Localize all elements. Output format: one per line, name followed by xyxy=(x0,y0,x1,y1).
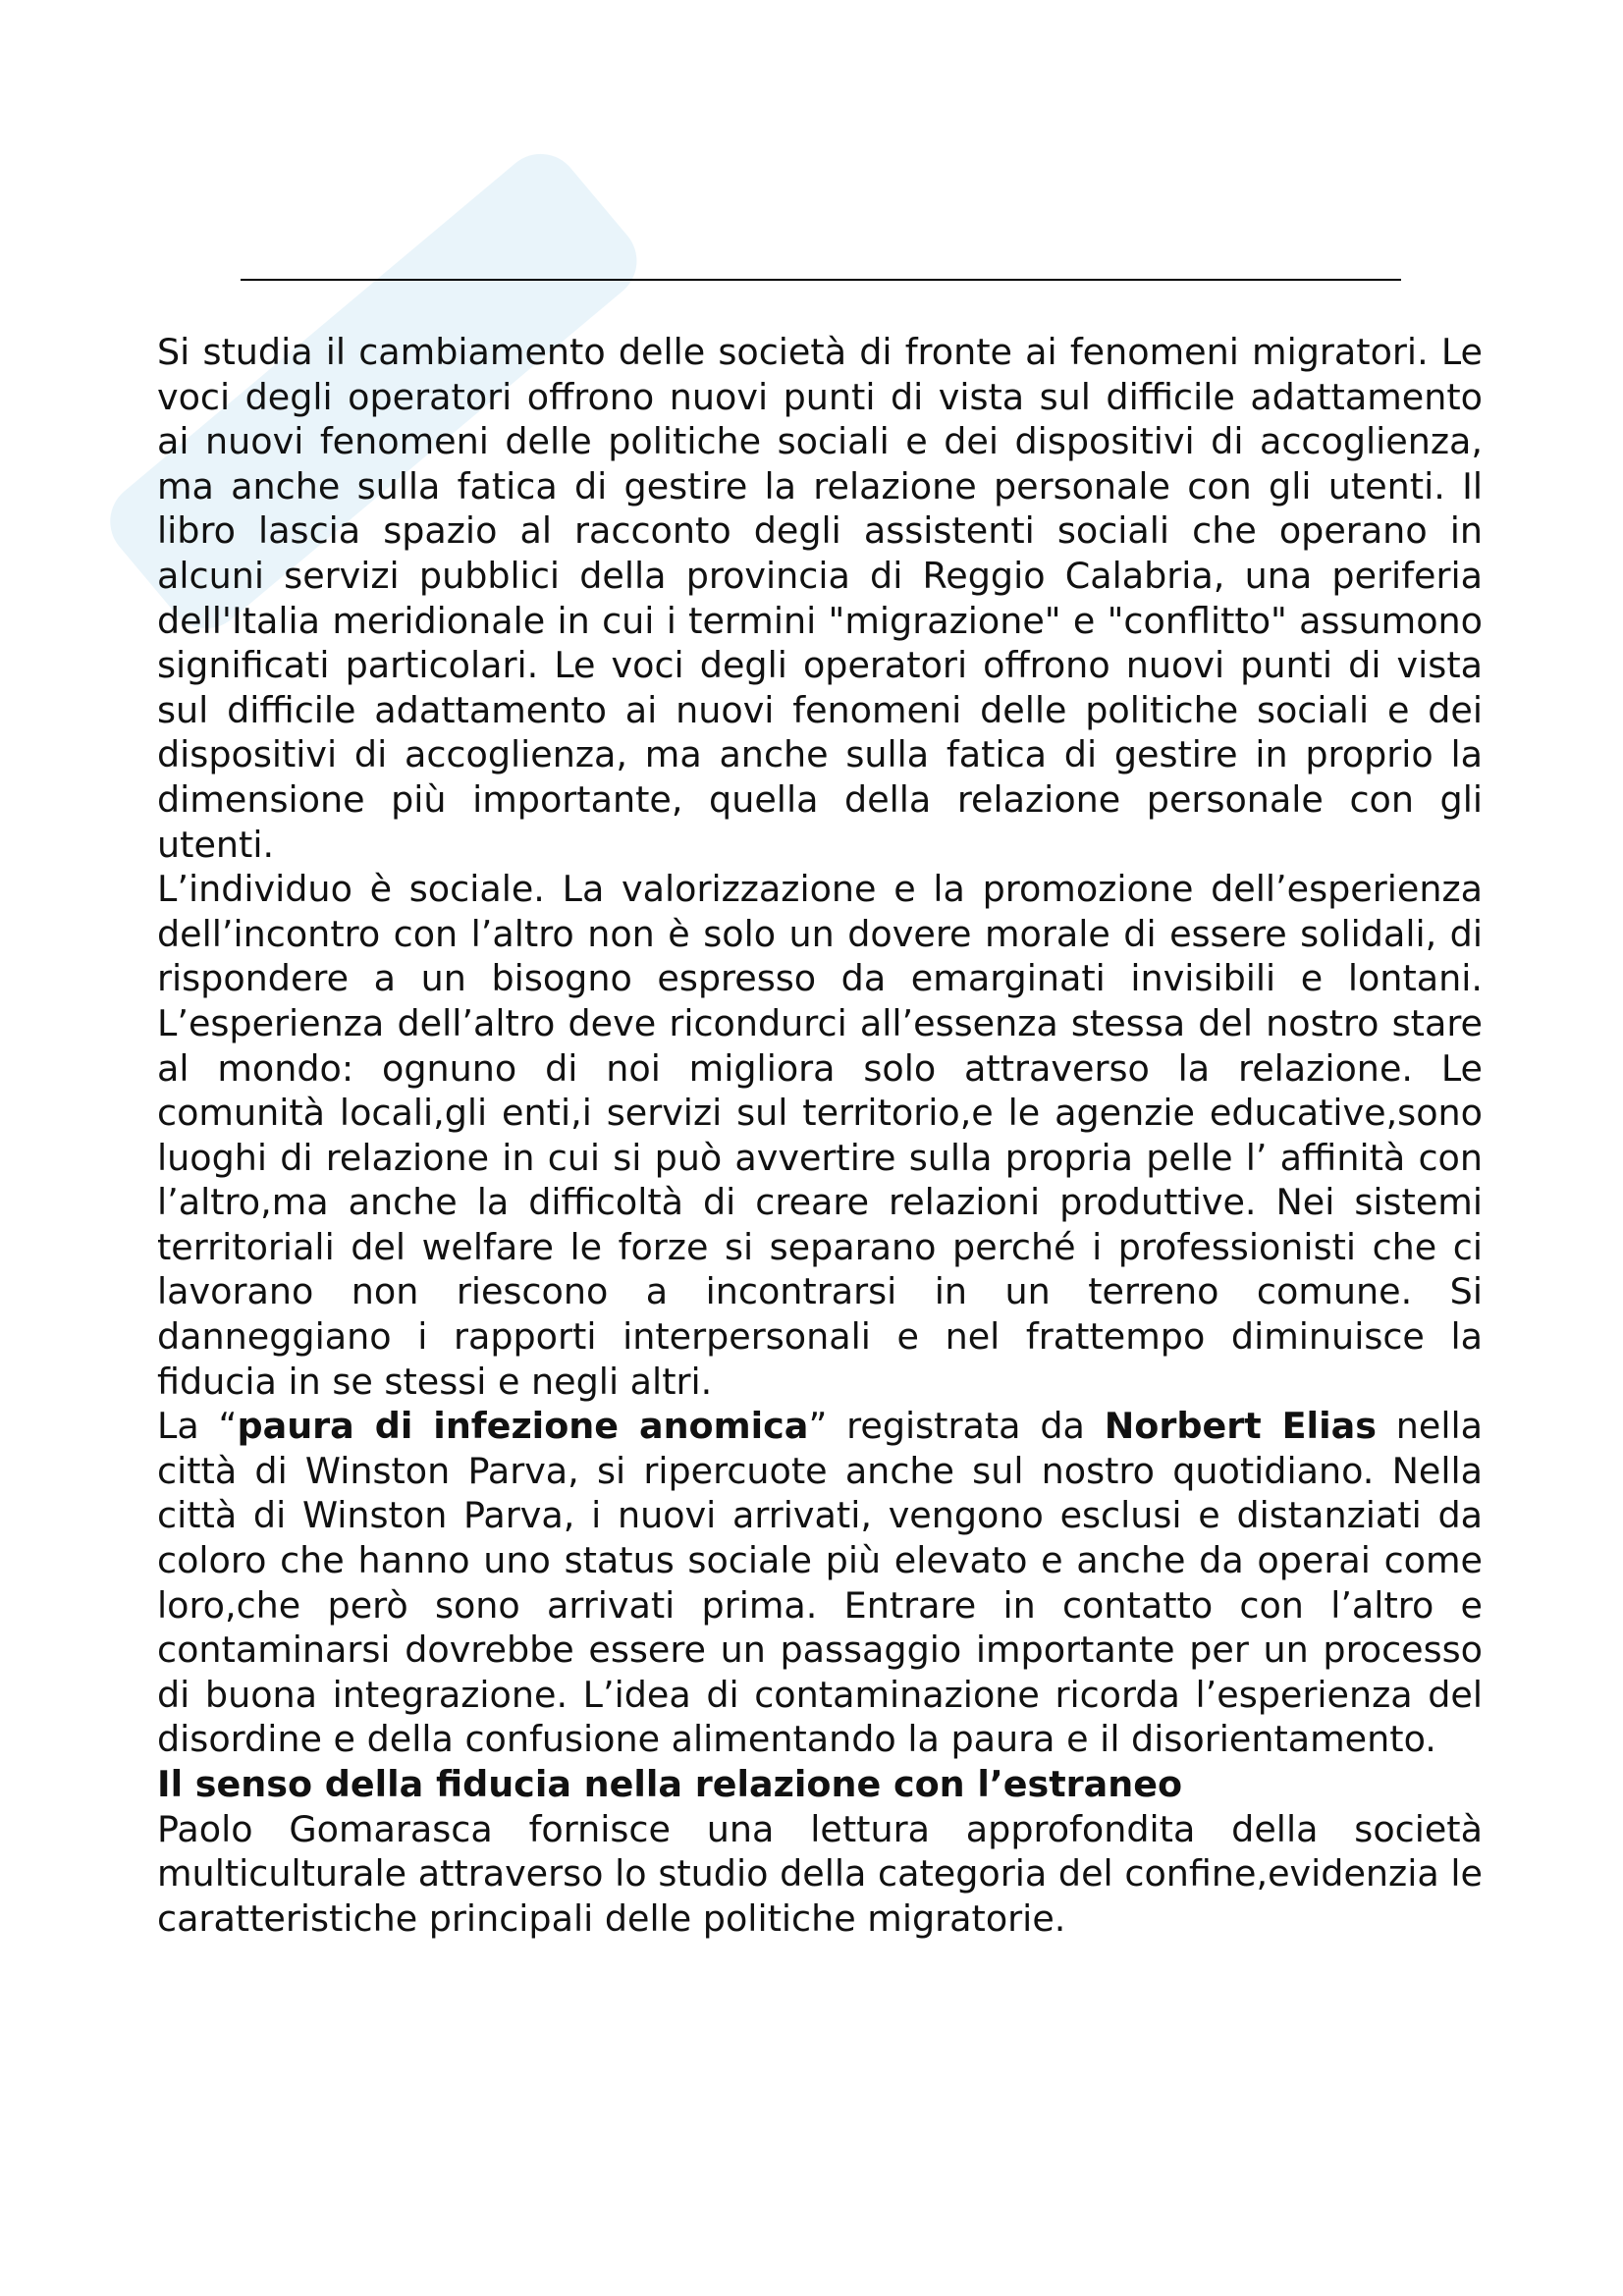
document-body xyxy=(157,330,1483,1941)
paragraph-anomic-fear-pre: La “ xyxy=(157,1405,238,1448)
paragraph-migration-study: Si studia il cambiamento delle società di fronte ai fenomeni migratori. Le voci degli operatori offrono nuovi punti di vista sul difficile adattamento ai nuovi fenomeni delle politiche sociali e dei dispositivi di accoglienza, ma anche sulla fatica di gestire la relazione personale con gli utenti. Il libro lascia spazio al racconto degli assistenti sociali che operano in alcuni servizi pubblici della provincia di Reggio Calabria, una periferia dell'Italia meridionale in cui i termini "migrazione" e "conflitto" assumono significati particolari. Le voci degli operatori offrono nuovi punti di vista sul difficile adattamento ai nuovi fenomeni delle politiche sociali e dei dispositivi di accoglienza, ma anche sulla fatica di gestire in proprio la dimensione più importante, quella della relazione personale con gli utenti. xyxy=(157,331,1483,866)
section-heading-fiducia: Il senso della fiducia nella relazione con l’estraneo xyxy=(157,1763,1183,1805)
emphasis-norbert-elias: Norbert Elias xyxy=(1104,1405,1377,1448)
paragraph-anomic-fear-mid: ” registrata da xyxy=(808,1405,1105,1448)
emphasis-paura-infezione: paura di infezione anomica xyxy=(237,1405,809,1448)
paragraph-anomic-fear xyxy=(157,1404,1483,1762)
paragraph-individual-social: L’individuo è sociale. La valorizzazione e la promozione dell’esperienza dell’incontro con l’altro non è solo un dovere morale di essere solidali, di rispondere a un bisogno espresso da emarginati invisibili e lontani. L’esperienza dell’altro deve ricondurci all’essenza stessa del nostro stare al mondo: ognuno di noi migliora solo attraverso la relazione. Le comunità locali,gli enti,i servizi sul territorio,e le agenzie educative,sono luoghi di relazione in cui si può avvertire sulla propria pelle l’ affinità con l’altro,ma anche la difficoltà di creare relazioni produttive. Nei sistemi territoriali del welfare le forze si separano perché i professionisti che ci lavorano non riescono a incontrarsi in un terreno comune. Si danneggiano i rapporti interpersonali e nel frattempo diminuisce la fiducia in se stessi e negli altri. xyxy=(157,868,1483,1403)
paragraph-gomarasca: Paolo Gomarasca fornisce una lettura approfondita della società multiculturale attraverso lo studio della categoria del confine,evidenzia le caratteristiche principali delle politiche migratorie. xyxy=(157,1807,1483,1940)
paragraph-anomic-fear-post: nella città di Winston Parva, si ripercuote anche sul nostro quotidiano. Nella città di Winston Parva, i nuovi arrivati, vengono esclusi e distanziati da coloro che hanno uno status sociale più elevato e anche da operai come loro,che però sono arrivati prima. Entrare in contatto con l’altro e contaminarsi dovrebbe essere un passaggio importante per un processo di buona integrazione. L’idea di contaminazione ricorda l’esperienza del disordine e della confusione alimentando la paura e il disorientamento. xyxy=(157,1405,1484,1761)
header-divider-line xyxy=(241,279,1401,281)
